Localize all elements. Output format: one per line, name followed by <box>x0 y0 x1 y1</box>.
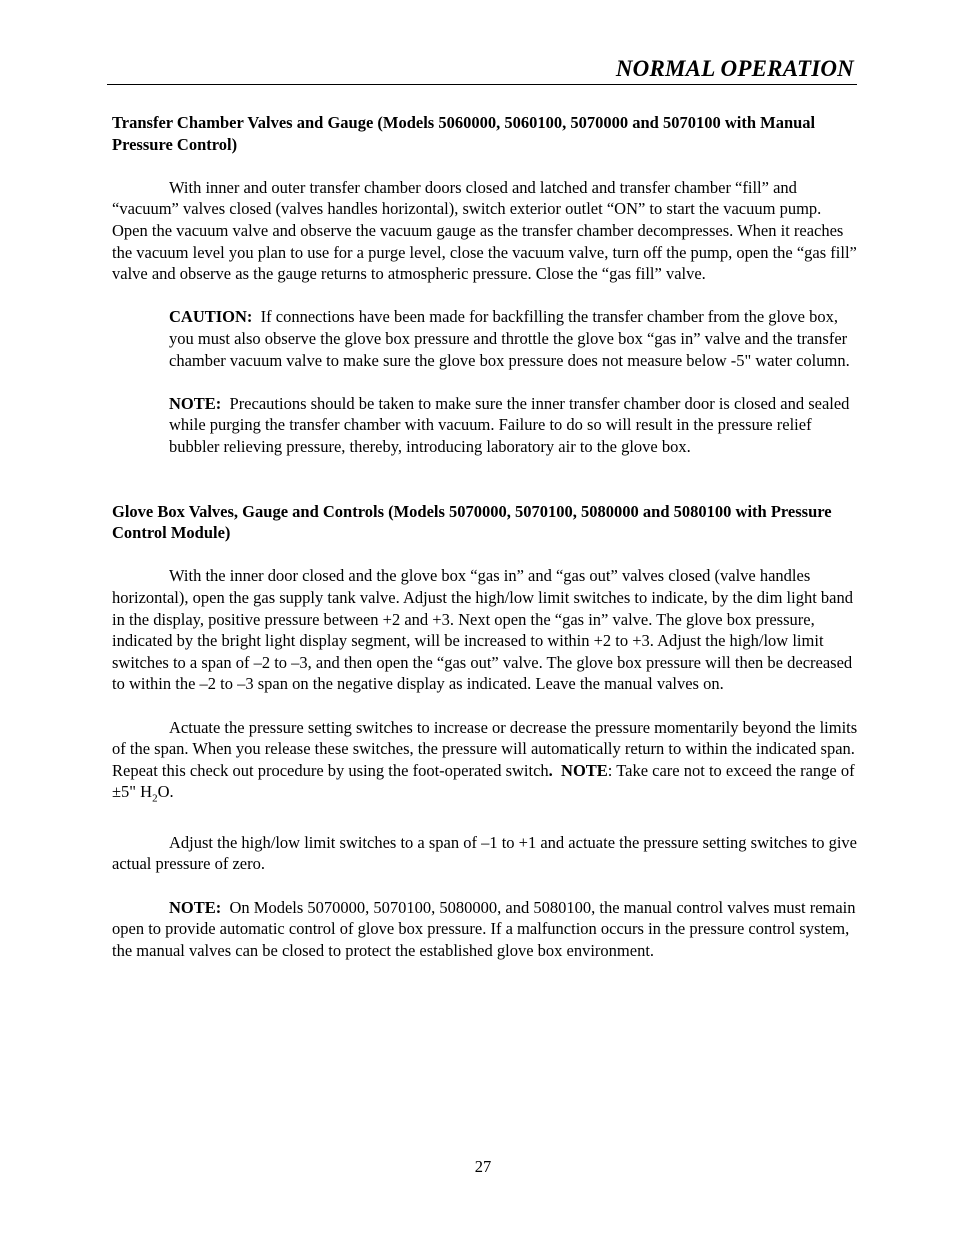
glove-box-paragraph-2 <box>112 717 858 811</box>
glove-box-note-block <box>112 897 858 962</box>
section-heading-glove-box: Glove Box Valves, Gauge and Controls (Models 5070000, 5070100, 5080000 and 5080100 with Pressure Control Module) <box>112 501 832 543</box>
transfer-chamber-paragraph: With inner and outer transfer chamber doors closed and latched and transfer chamber “fill” and “vacuum” valves closed (valves handles horizontal), switch exterior outlet “ON” to start the vacuum pump. Open the vacuum valve and observe the vacuum gauge as the transfer chamber decompresses. When it reaches the vacuum level you plan to use for a purge level, close the vacuum valve, turn off the pump, open the “gas fill” valve and observe as the gauge returns to atmospheric pressure. Close the “gas fill” valve. <box>112 177 857 284</box>
glove-box-paragraph-2-note-text: : Take care not to exceed the range of ±5" H <box>112 760 855 802</box>
glove-box-note-label: NOTE: <box>169 897 222 917</box>
transfer-note-block <box>169 393 858 458</box>
glove-box-paragraph-2-dot: . <box>548 760 553 780</box>
caution-text: If connections have been made for backfilling the transfer chamber from the glove box, you must also observe the glove box pressure and throttle the glove box “gas in” valve and the transfer chamber vacuum valve to make sure the glove box pressure does not measure below -5" water column. <box>169 307 850 370</box>
glove-box-paragraph-3: Adjust the high/low limit switches to a span of –1 to +1 and actuate the pressure setting switches to give actual pressure of zero. <box>112 832 857 874</box>
header-divider <box>107 84 857 85</box>
caution-label: CAUTION: <box>169 307 253 327</box>
caution-block <box>169 306 858 371</box>
section-heading-transfer-chamber: Transfer Chamber Valves and Gauge (Models 5060000, 5060100, 5070000 and 5070100 with Manual Pressure Control) <box>112 113 816 154</box>
transfer-note-label: NOTE: <box>169 393 222 413</box>
glove-box-paragraph-1: With the inner door closed and the glove box “gas in” and “gas out” valves closed (valve handles horizontal), open the gas supply tank valve. Adjust the high/low limit switches to indicate, by the dim light band in the display, positive pressure between +2 and +3. Next open the “gas in” valve. The glove box pressure, indicated by the bright light display segment, will be increased to within +2 to +3. Adjust the high/low limit switches to a span of –2 to –3, and then open the “gas out” valve. The glove box pressure will then be decreased to within the –2 to –3 span on the negative display as indicated. Leave the manual valves on. <box>112 566 854 694</box>
h2o-subscript: 2 <box>152 792 158 805</box>
transfer-note-text: Precautions should be taken to make sure the inner transfer chamber door is closed and sealed while purging the transfer chamber with vacuum. Failure to do so will result in the pressure relief bubbler relieving pressure, thereby, introducing laboratory air to the glove box. <box>169 393 850 456</box>
page-number: 27 <box>474 1157 492 1176</box>
glove-box-paragraph-2-note-label: NOTE <box>561 760 608 780</box>
glove-box-paragraph-2-tail: O. <box>157 782 174 802</box>
glove-box-note-text: On Models 5070000, 5070100, 5080000, and 5080100, the manual control valves must remain open to provide automatic control of glove box pressure. If a malfunction occurs in the pressure control system, the manual valves can be closed to protect the established glove box environment. <box>112 897 856 960</box>
page-header-title: NORMAL OPERATION <box>615 56 854 81</box>
page-content <box>112 112 858 961</box>
glove-box-paragraph-2-text: Actuate the pressure setting switches to increase or decrease the pressure momentarily beyond the limits of the span. When you release these switches, the pressure will automatically return to within the indicated span. Repeat this check out procedure by using the foot-operated switch <box>112 717 858 780</box>
